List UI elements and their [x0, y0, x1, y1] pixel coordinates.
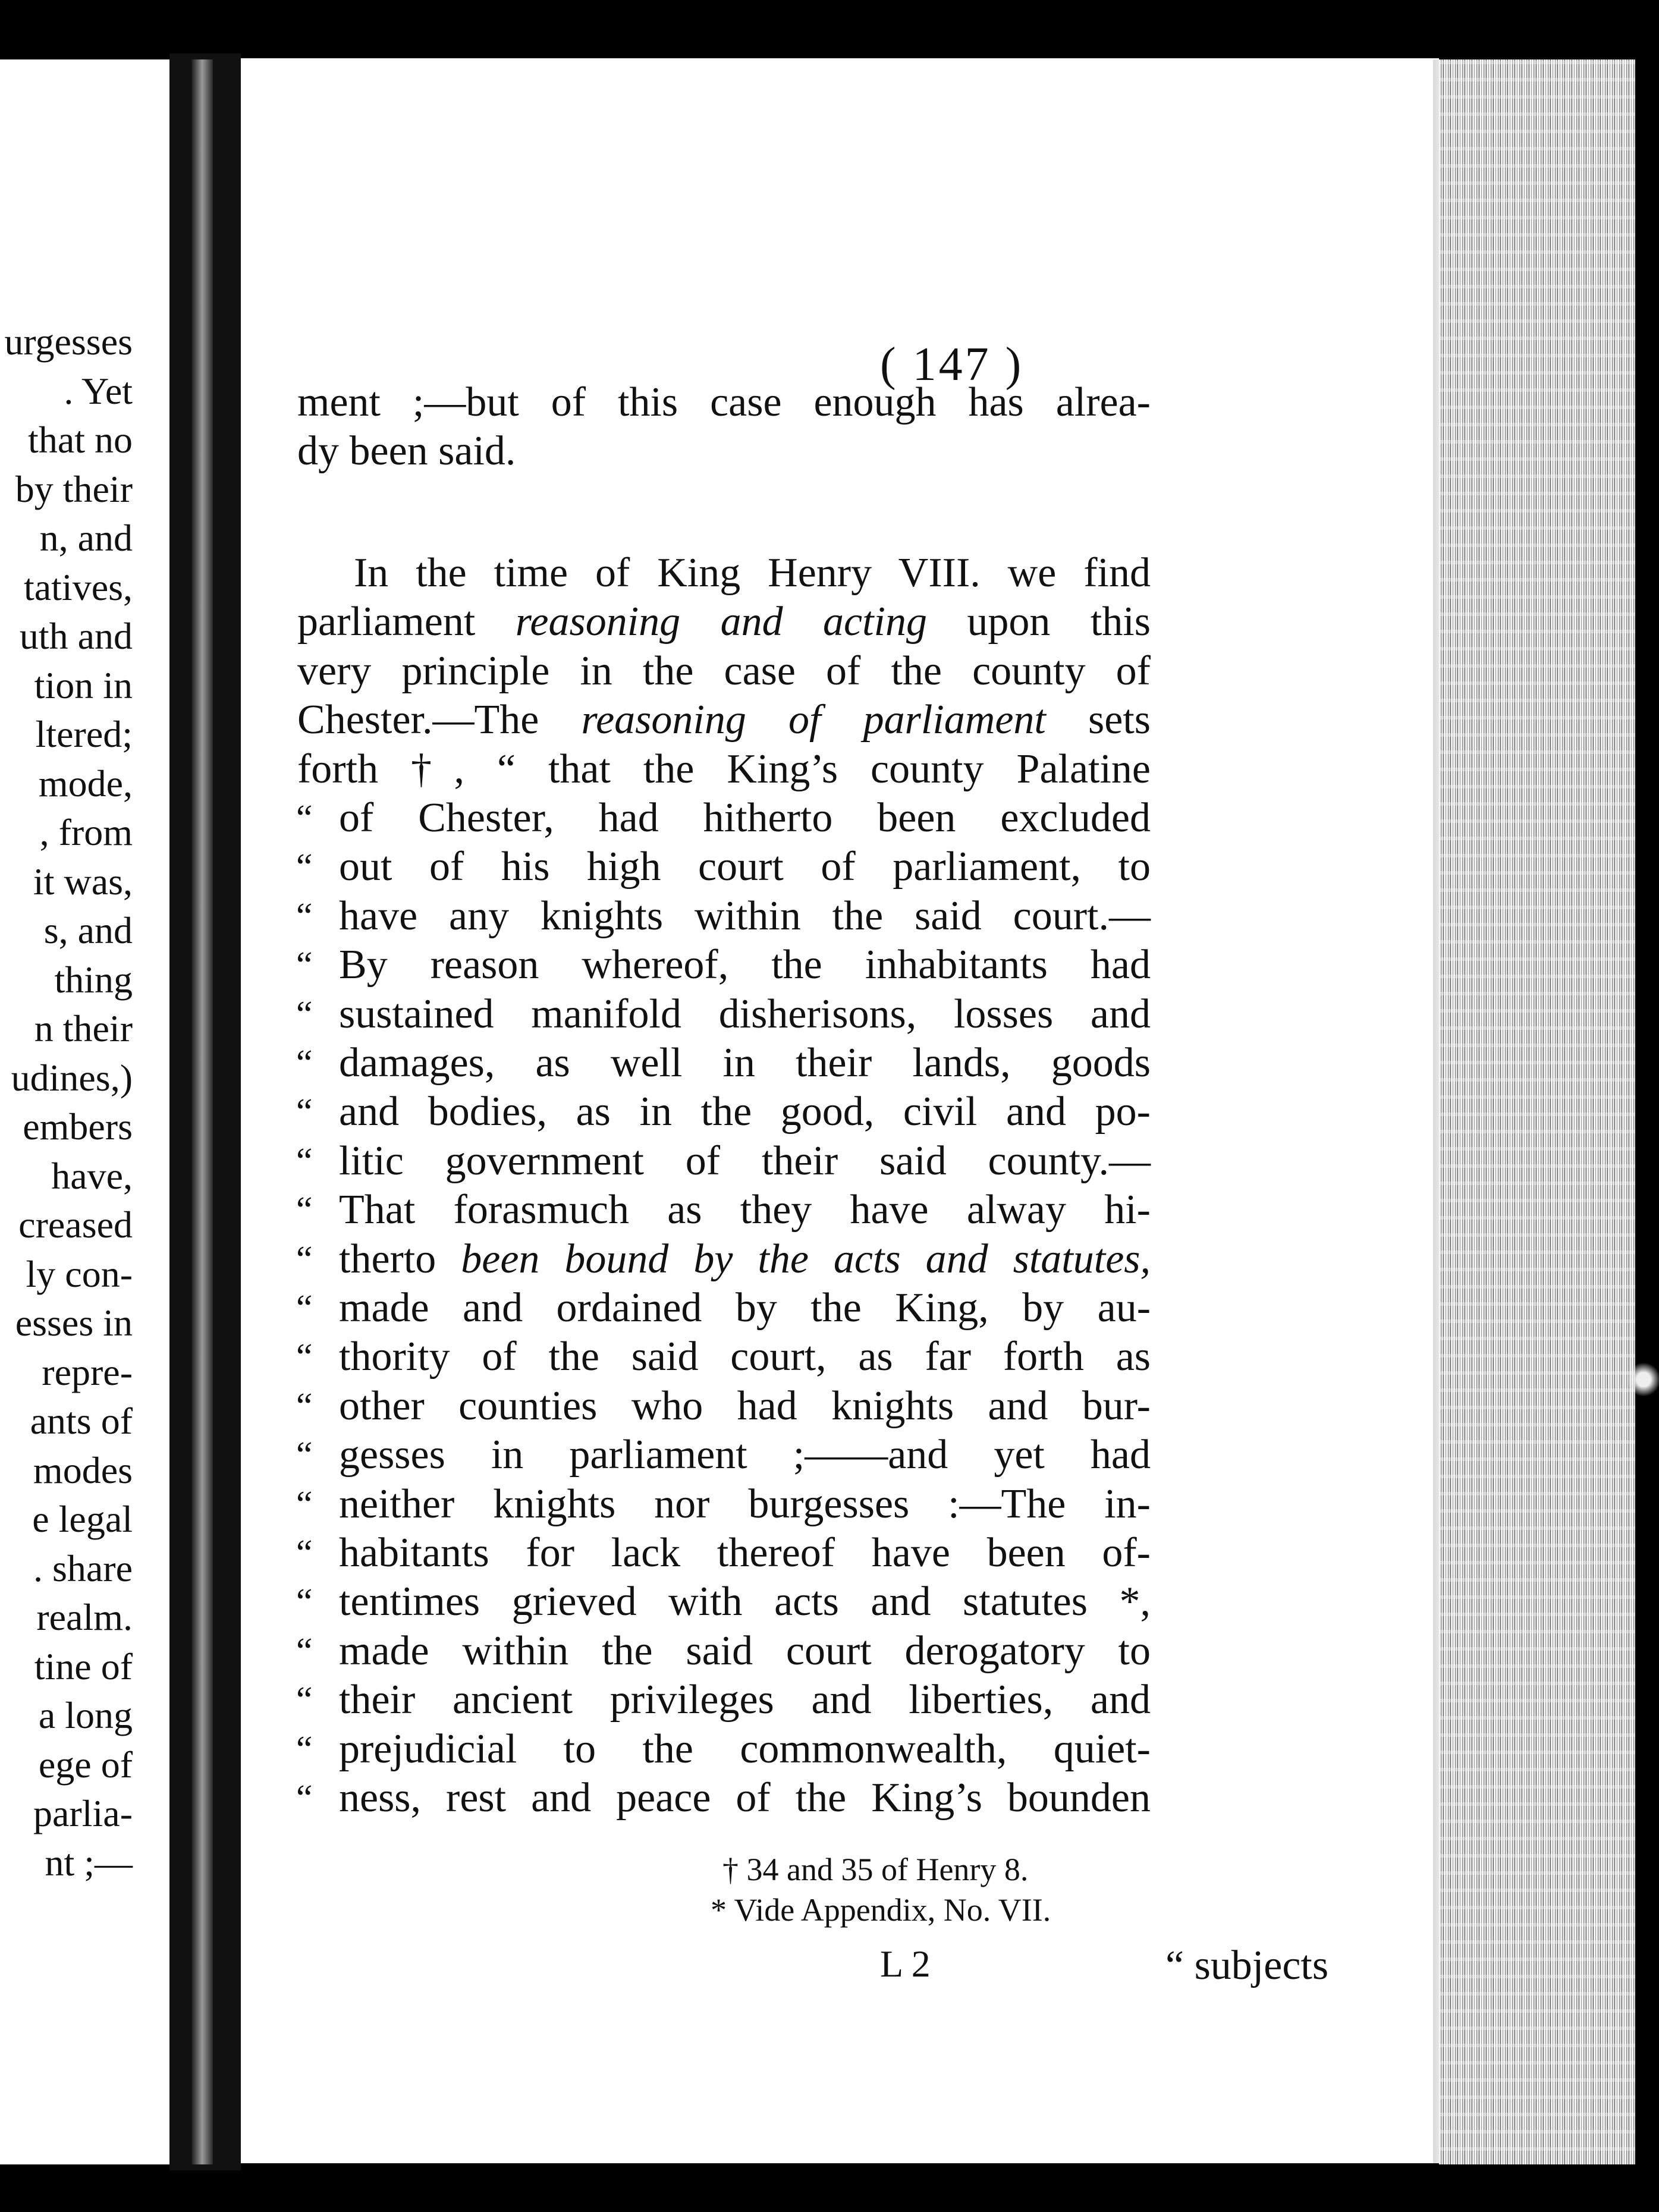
text-line: ment ;—but of this case enough has alrea-: [297, 379, 1151, 425]
text-segment: neither knights nor burgesses :—The in-: [339, 1481, 1151, 1527]
previous-page-line: by their: [15, 467, 133, 510]
previous-page-line: ltered;: [35, 713, 133, 755]
previous-page-line: tine of: [34, 1645, 133, 1688]
quote-mark: “: [296, 1680, 313, 1721]
text-line: [339, 941, 1151, 989]
quote-mark: “: [296, 1092, 313, 1133]
quote-mark: “: [296, 945, 313, 986]
text-segment: upon this: [927, 599, 1151, 645]
previous-page-line: tion in: [34, 664, 133, 706]
previous-page-line: that no: [28, 419, 133, 461]
text-segment: and bodies, as in the good, civil and po-: [339, 1089, 1151, 1135]
catchword: “ subjects: [1165, 1943, 1329, 1988]
text-line: [339, 1774, 1151, 1823]
text-segment: of Chester, had hitherto been excluded: [339, 795, 1151, 841]
text-line: [297, 696, 1151, 744]
text-line: [339, 1235, 1151, 1284]
text-segment: very principle in the case of the county of: [297, 648, 1151, 694]
quote-mark: “: [296, 1385, 313, 1427]
text-segment: damages, as well in their lands, goods: [339, 1040, 1151, 1086]
footnote: † 34 and 35 of Henry 8.: [722, 1852, 1029, 1887]
text-line: [339, 843, 1151, 891]
text-segment: their ancient privileges and liberties, and: [339, 1677, 1151, 1723]
previous-page-line: esses in: [15, 1302, 133, 1344]
text-segment: therto: [339, 1236, 461, 1282]
text-line: [339, 1431, 1151, 1479]
text-line: [297, 647, 1151, 696]
text-segment: In the time of King Henry VIII. we find: [354, 550, 1151, 596]
text-line: [339, 1725, 1151, 1774]
text-segment: habitants for lack thereof have been of-: [339, 1530, 1151, 1576]
quote-mark: “: [296, 798, 313, 838]
signature-mark: L 2: [880, 1943, 931, 1985]
previous-page-line: parlia-: [33, 1792, 133, 1834]
text-segment: made within the said court derogatory to: [339, 1627, 1151, 1674]
previous-page-line: s, and: [43, 909, 133, 951]
previous-page-line: . share: [33, 1547, 133, 1589]
italic-phrase: reasoning of parliament: [581, 697, 1046, 743]
quote-mark: “: [296, 1582, 313, 1623]
quote-mark: “: [296, 1190, 313, 1231]
quote-mark: “: [296, 1630, 313, 1671]
text-segment: tentimes grieved with acts and statutes *,: [339, 1579, 1151, 1625]
previous-page-line: realm.: [36, 1596, 133, 1638]
previous-page-line: it was,: [33, 860, 133, 903]
text-line: [354, 549, 1151, 598]
quote-mark: “: [296, 1435, 313, 1476]
italic-phrase: reasoning and acting: [515, 599, 927, 645]
previous-page-line: tatives,: [23, 565, 133, 608]
text-segment: sets: [1045, 697, 1151, 743]
text-segment: gesses in parliament ;——and yet had: [339, 1432, 1151, 1478]
text-segment: ness, rest and peace of the King’s bounden: [339, 1775, 1151, 1821]
paper-blot: [1628, 1362, 1659, 1397]
previous-page-line: ants of: [30, 1400, 133, 1442]
quote-mark: “: [296, 896, 313, 937]
quote-mark: “: [296, 1533, 313, 1573]
previous-page-line: n, and: [39, 517, 133, 559]
text-line: [339, 1627, 1151, 1676]
text-segment: thority of the said court, as far forth as: [339, 1334, 1151, 1380]
previous-page-line: mode,: [38, 762, 133, 805]
text-segment: out of his high court of parliament, to: [339, 844, 1151, 890]
text-line: [339, 1529, 1151, 1578]
text-segment: made and ordained by the King, by au-: [339, 1285, 1151, 1331]
quote-mark: “: [296, 1484, 313, 1525]
quote-mark: “: [296, 1729, 313, 1770]
quote-mark: “: [296, 1140, 313, 1182]
text-segment: sustained manifold disherisons, losses and: [339, 991, 1151, 1037]
previous-page-text: [0, 59, 169, 2164]
text-line: [339, 1480, 1151, 1529]
previous-page-line: repre-: [42, 1350, 133, 1393]
italic-phrase: been bound by the acts and statutes,: [461, 1236, 1151, 1282]
text-line: [339, 1284, 1151, 1333]
text-line: [339, 794, 1151, 843]
previous-page-line: have,: [51, 1154, 133, 1197]
quote-mark: “: [296, 1239, 313, 1280]
text-line: [339, 1676, 1151, 1724]
previous-page-line: uth and: [19, 615, 133, 657]
previous-page-line: a long: [38, 1694, 133, 1736]
text-segment: prejudicial to the commonwealth, quiet-: [339, 1726, 1151, 1772]
previous-page-line: e legal: [32, 1498, 133, 1540]
previous-page: [0, 59, 169, 2164]
previous-page-line: ege of: [38, 1743, 133, 1786]
quote-mark: “: [296, 1778, 313, 1818]
page-number: ( 147 ): [880, 338, 1024, 391]
text-segment: That forasmuch as they have alway hi-: [339, 1187, 1151, 1233]
previous-page-line: nt ;—: [45, 1841, 133, 1884]
text-segment: other counties who had knights and bur-: [339, 1382, 1151, 1429]
previous-page-line: ly con-: [26, 1252, 133, 1295]
text-line: [297, 745, 1151, 794]
text-line: [339, 1088, 1151, 1136]
page-edges: [1439, 59, 1635, 2164]
previous-page-line: modes: [33, 1449, 133, 1491]
quote-mark: “: [296, 847, 313, 888]
text-line: [339, 1137, 1151, 1186]
quote-mark: “: [296, 1337, 313, 1378]
text-line: [339, 892, 1151, 941]
quote-mark: “: [296, 1043, 313, 1083]
previous-page-line: . Yet: [64, 369, 133, 412]
text-line: [339, 1333, 1151, 1381]
current-page: [241, 58, 1439, 2163]
quote-mark: “: [296, 994, 313, 1035]
text-line: [339, 1186, 1151, 1234]
quote-mark: “: [296, 1288, 313, 1328]
text-segment: Chester.—The: [297, 697, 582, 743]
text-segment: forth †, “ that the King’s county Palatine: [297, 746, 1151, 792]
text-segment: litic government of their said county.—: [339, 1138, 1151, 1184]
previous-page-line: urgesses: [4, 321, 133, 363]
text-line: [339, 1039, 1151, 1088]
previous-page-line: thing: [54, 958, 133, 1001]
text-line: [339, 1382, 1151, 1431]
text-line: [339, 1578, 1151, 1626]
gutter-highlight: [191, 59, 213, 2164]
text-segment: parliament: [297, 599, 516, 645]
text-segment: By reason whereof, the inhabitants had: [339, 942, 1151, 988]
previous-page-line: n their: [34, 1007, 133, 1050]
text-line: dy been said.: [297, 428, 516, 475]
previous-page-line: udines,): [11, 1056, 133, 1099]
text-line: [297, 598, 1151, 646]
previous-page-line: embers: [23, 1105, 133, 1148]
text-segment: have any knights within the said court.—: [339, 893, 1151, 939]
footnote: * Vide Appendix, No. VII.: [711, 1892, 1051, 1928]
previous-page-line: creased: [18, 1204, 133, 1246]
previous-page-line: , from: [39, 811, 133, 853]
text-line: [339, 990, 1151, 1039]
